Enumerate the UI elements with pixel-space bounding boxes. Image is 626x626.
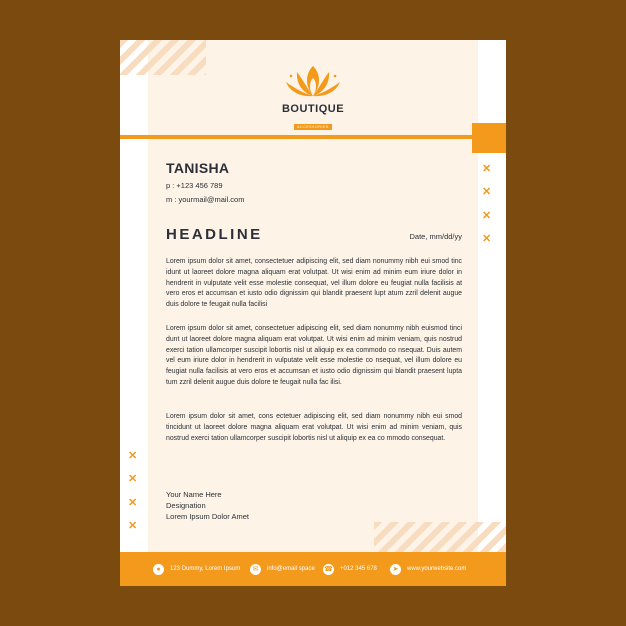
- cross-mark: ✕: [128, 450, 138, 462]
- brand-logo: [280, 62, 346, 133]
- top-left-stripes: [120, 40, 206, 75]
- globe-icon: ➤: [390, 564, 401, 575]
- headline: HEADLINE: [166, 226, 263, 243]
- lotus-icon: [283, 62, 343, 102]
- bottom-right-stripes: [374, 522, 506, 552]
- footer-website-text: www.yourwebsite.com: [407, 566, 467, 572]
- cross-mark: ✕: [482, 186, 492, 198]
- body-paragraph: Lorem ipsum dolor sit amet, cons ectetuer adipiscing elit, sed diam nonummy nibh eui smod tincidunt ut laoreet dolore magna aliquam erat volutpat. Ut wisi enim ad minim veniam, quis nostrud exerci tation ullamcorper suscipit lobortis nisl ut aliquip ex ea co mmodo consequat.: [166, 413, 462, 442]
- footer-email-text: info@email space: [267, 566, 315, 572]
- signature-company: Lorem Ipsum Dolor Amet: [166, 512, 249, 522]
- body-paragraph: Lorem ipsum dolor sit amet, consectetuer adipiscing elit, sed diam nonummy nibh eui smod tinc idunt ut laoreet dolore magna aliquam erat volutpat. Ut wisi enim ad minim eum iriure dolor in hendrerit in vulputate velit esse molestie consequat, vel illum dolore eu feugiat nulla facilisis at vero eros et accumsan et iusto odio dignissim qui blandit praesent lupt atum zzril delenit augue duis dolore te feugait nulla facilisi: [166, 258, 462, 309]
- phone-icon: ☎: [323, 564, 334, 575]
- signature-block: [166, 489, 249, 523]
- footer-email: [250, 563, 315, 575]
- logo-name: BOUTIQUE: [281, 103, 345, 115]
- cross-mark: ✕: [128, 497, 138, 509]
- cross-mark: ✕: [482, 163, 492, 175]
- sender-name: TANISHA: [166, 160, 230, 176]
- footer-phone-text: +012 345 678: [340, 566, 377, 572]
- body-paragraph: Lorem ipsum dolor sit amet, consectetuer adipiscing elit, sed diam nonummy nibh euismod tinci dunt ut laoreet dolore magna aliquam erat volutpat. Ut wisi enim ad minim veniam, quis nostrud exerci tation ullamcorper suscipit lobortis nisl ut aliquip ex ea commodo co nsequat. Duis autem vel eum iriure dolor in hendrerit in vulputate velit esse molestie co nsequat, vel illum dolore eu feugiat nulla facilisis at vero eros et accumsan et iusto odio dignissim qui blandit praesent lupta tum zzril delenit augue duis dolore te feugait nulla fac ilisi.: [166, 325, 462, 386]
- cross-mark: ✕: [482, 233, 492, 245]
- footer-address-text: 123 Dummy, Lorem Ipsum: [170, 566, 241, 572]
- cross-mark: ✕: [482, 210, 492, 222]
- footer-website: [390, 563, 466, 575]
- header-rule: [120, 135, 472, 139]
- cross-mark: ✕: [128, 473, 138, 485]
- footer-bar: [120, 552, 506, 586]
- sender-email: m : yourmail@mail.com: [166, 195, 245, 204]
- location-icon: ●: [153, 564, 164, 575]
- accent-square: [472, 123, 506, 153]
- letterhead-page: [120, 40, 506, 586]
- footer-address: [153, 563, 240, 575]
- signature-designation: Designation: [166, 501, 206, 511]
- email-icon: ✉: [250, 564, 261, 575]
- signature-name: Your Name Here: [166, 490, 222, 499]
- footer-phone: [323, 563, 377, 575]
- date: Date, mm/dd/yy: [409, 232, 462, 241]
- sender-phone: p : +123 456 789: [166, 181, 223, 190]
- cross-mark: ✕: [128, 520, 138, 532]
- logo-tagline: ACCESSORIES: [294, 124, 332, 130]
